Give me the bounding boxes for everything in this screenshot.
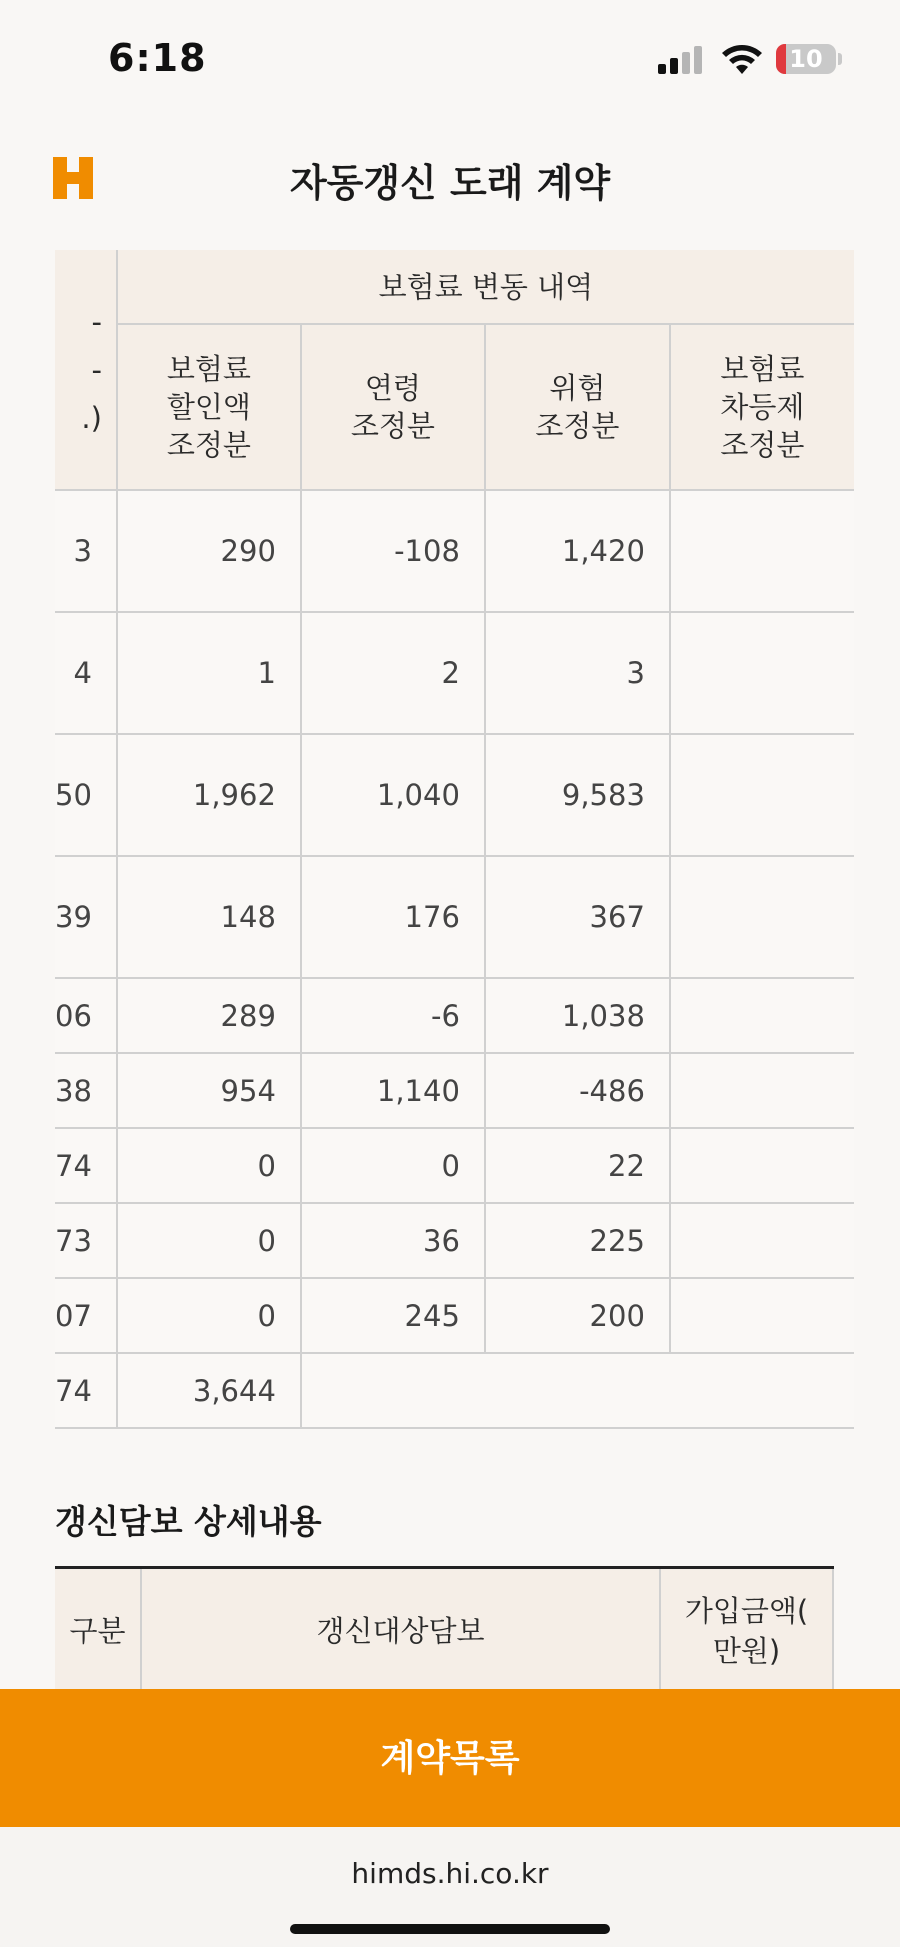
header-insured-amount: 가입금액( 만원)	[660, 1568, 833, 1695]
battery-icon	[776, 44, 836, 74]
cell-age: 36	[301, 1203, 485, 1278]
table-row: 07 0 245 200	[55, 1278, 854, 1353]
cell-total-discount: 3,644	[117, 1353, 301, 1428]
status-time: 6:18	[108, 36, 207, 80]
battery-level-text: 10	[789, 45, 823, 73]
cell-differential	[670, 1128, 854, 1203]
header-category: 구분	[55, 1568, 141, 1695]
cell-discount: 1	[117, 612, 301, 734]
table-row: 50 1,962 1,040 9,583	[55, 734, 854, 856]
cell-discount: 0	[117, 1203, 301, 1278]
home-indicator[interactable]	[290, 1924, 610, 1934]
cell-differential	[670, 734, 854, 856]
cell-differential	[670, 612, 854, 734]
cell-discount: 148	[117, 856, 301, 978]
cell-discount: 0	[117, 1278, 301, 1353]
cell-discount: 954	[117, 1053, 301, 1128]
cell-risk: -486	[485, 1053, 670, 1128]
header-differential-adjustment: 보험료 차등제 조정분	[670, 324, 854, 490]
table-row: 73 0 36 225	[55, 1203, 854, 1278]
cell-age: -108	[301, 490, 485, 612]
table-row: 38 954 1,140 -486	[55, 1053, 854, 1128]
cell-discount: 1,962	[117, 734, 301, 856]
cell-risk: 22	[485, 1128, 670, 1203]
contract-list-button[interactable]: 계약목록	[0, 1689, 900, 1827]
cell-differential	[670, 1203, 854, 1278]
table-row: 4 1 2 3	[55, 612, 854, 734]
cell-age: 1,140	[301, 1053, 485, 1128]
premium-change-table	[55, 250, 854, 1429]
cell-risk: 9,583	[485, 734, 670, 856]
cell-age: 0	[301, 1128, 485, 1203]
cell-age: 2	[301, 612, 485, 734]
renewal-detail-table	[55, 1566, 834, 1695]
cell-risk: 3	[485, 612, 670, 734]
table-row: 74 0 0 22	[55, 1128, 854, 1203]
header-age-adjustment: 연령 조정분	[301, 324, 485, 490]
cell-age: -6	[301, 978, 485, 1053]
cell-age: 245	[301, 1278, 485, 1353]
cell-differential	[670, 1278, 854, 1353]
cell-differential	[670, 978, 854, 1053]
url-text[interactable]: himds.hi.co.kr	[351, 1857, 549, 1890]
header-renewal-coverage: 갱신대상담보	[141, 1568, 660, 1695]
cell-differential	[670, 490, 854, 612]
total-row: 74 3,644	[55, 1353, 854, 1428]
cell-discount: 290	[117, 490, 301, 612]
cell-risk: 200	[485, 1278, 670, 1353]
battery-nub	[838, 53, 842, 65]
header-discount-adjustment: 보험료 할인액 조정분	[117, 324, 301, 490]
table-row: 3 290 -108 1,420	[55, 490, 854, 612]
section-title-renewal-detail: 갱신담보 상세내용	[55, 1502, 322, 1541]
header-risk-adjustment: 위험 조정분	[485, 324, 670, 490]
cell-risk: 1,420	[485, 490, 670, 612]
group-header-premium-change: 보험료 변동 내역	[117, 250, 854, 324]
cell-differential	[670, 856, 854, 978]
cell-risk: 225	[485, 1203, 670, 1278]
browser-url-bar[interactable]	[0, 1827, 900, 1947]
cell-risk: 1,038	[485, 978, 670, 1053]
status-bar	[0, 0, 900, 120]
cell-differential	[670, 1053, 854, 1128]
cell-discount: 289	[117, 978, 301, 1053]
cell-age: 176	[301, 856, 485, 978]
partial-column-header: - - .)	[55, 250, 117, 490]
wifi-icon	[720, 42, 764, 76]
cell-age: 1,040	[301, 734, 485, 856]
table-row: 39 148 176 367	[55, 856, 854, 978]
cell-discount: 0	[117, 1128, 301, 1203]
page-title: 자동갱신 도래 계약	[289, 161, 611, 205]
table-row: 06 289 -6 1,038	[55, 978, 854, 1053]
cellular-signal-icon	[658, 46, 704, 74]
cell-risk: 367	[485, 856, 670, 978]
empty-cell	[301, 1353, 854, 1428]
